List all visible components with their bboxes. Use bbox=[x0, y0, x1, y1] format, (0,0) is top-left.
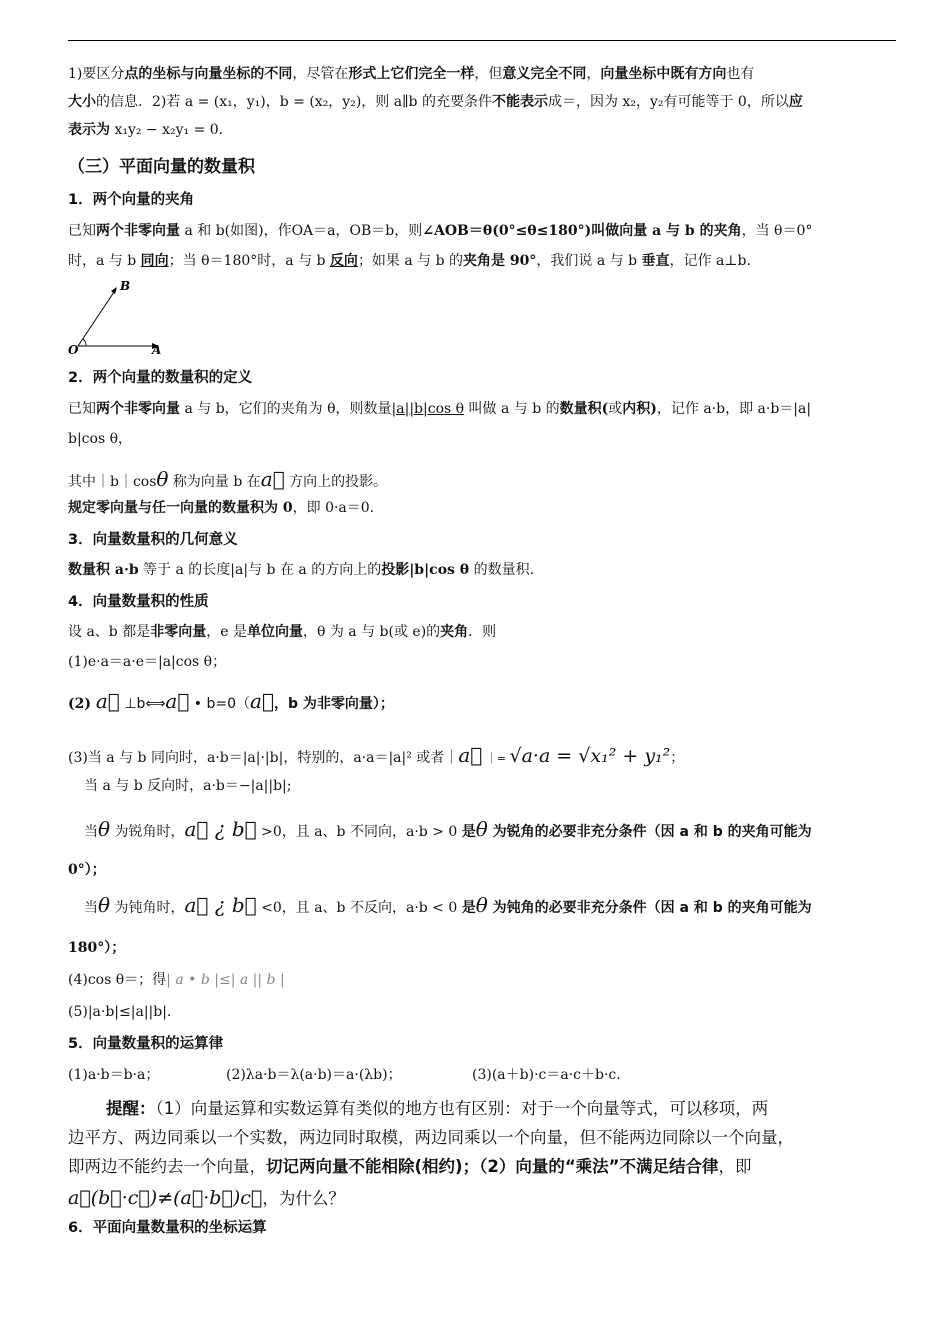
header-rule bbox=[68, 40, 896, 41]
label-a: A bbox=[152, 343, 162, 357]
section-title: （三）平面向量的数量积 bbox=[68, 157, 255, 177]
s2-projection: 其中｜b｜cosθ 称为向量 b 在a⃗ 方向上的投影。 bbox=[68, 467, 388, 491]
s4-acute-angle: 当θ 为锐角时，a⃗ ¿ b⃗ >0，且 a、b 不同向，a·b > 0 是θ 为锐角的必要非充分条件（因 a 和 b 的夹角可能为 bbox=[84, 817, 812, 841]
s2-heading: 2．两个向量的数量积的定义 bbox=[68, 370, 253, 386]
s4-property-4: (4)cos θ＝；得| a • b |≤| a || b | bbox=[68, 972, 285, 988]
s2-zero-rule: 规定零向量与任一向量的数量积为 0，即 0·a＝0. bbox=[68, 500, 375, 516]
s4-property-5: (5)|a·b|≤|a||b|. bbox=[68, 1004, 172, 1020]
s1-line-1: 已知两个非零向量 a 和 b(如图)，作OA＝a，OB＝b，则∠AOB＝θ(0°≤θ≤180°)叫做向量 a 与 b 的夹角，当 θ＝0° bbox=[68, 223, 813, 239]
label-b: B bbox=[120, 280, 131, 293]
tip-label: 提醒： bbox=[106, 1099, 156, 1118]
arrow-b bbox=[111, 287, 117, 294]
note-line-1: 1)要区分点的坐标与向量坐标的不同，尽管在形式上它们完全一样，但意义完全不同，向量坐标中既有方向也有 bbox=[68, 66, 755, 82]
s2-body bbox=[68, 394, 896, 454]
angle-diagram bbox=[66, 280, 176, 360]
coordinate-note bbox=[68, 60, 896, 144]
s6-heading: 6．平面向量数量积的坐标运算 bbox=[68, 1220, 267, 1236]
tip-line-4: a⃗(b⃗·c⃗)≠(a⃗·b⃗)c⃗，为什么？ bbox=[68, 1187, 345, 1209]
law-commutative: (1)a·b＝b·a； bbox=[68, 1067, 160, 1083]
note-line-2: 大小的信息．2)若 a = (x₁，y₁)，b = (x₂，y₂)，则 a∥b 的充要条件不能表示成＝，因为 x₂，y₂有可能等于 0，所以应 bbox=[68, 94, 803, 110]
s4-property-1: (1)e·a＝a·e＝|a|cos θ； bbox=[68, 654, 227, 670]
s1-heading: 1．两个向量的夹角 bbox=[68, 192, 195, 208]
tip-line-1: 提醒：（1）向量运算和实数运算有类似的地方也有区别：对于一个向量等式，可以移项，两 bbox=[106, 1099, 769, 1118]
s3-heading: 3．向量数量积的几何意义 bbox=[68, 532, 238, 548]
s2-line-2: b|cos θ， bbox=[68, 431, 133, 447]
s1-line-2: 时，a 与 b 同向；当 θ＝180°时，a 与 b 反向；如果 a 与 b 的夹角是 90°，我们说 a 与 b 垂直，记作 a⊥b. bbox=[68, 253, 751, 269]
label-o: O bbox=[68, 343, 79, 357]
s5-heading: 5．向量数量积的运算律 bbox=[68, 1036, 224, 1052]
s2-line-1: 已知两个非零向量 a 与 b，它们的夹角为 θ，则数量|a||b|cos θ 叫做 a 与 b 的数量积(或内积)，记作 a·b，即 a·b＝|a| bbox=[68, 401, 812, 417]
note-line-3: 表示为 x₁y₂ − x₂y₁ = 0. bbox=[68, 122, 224, 138]
s3-body: 数量积 a·b 等于 a 的长度|a|与 b 在 a 的方向上的投影|b|cos θ 的数量积. bbox=[68, 562, 535, 578]
s4-property-2: (2) a⃗ ⊥b⟺a⃗ • b=0（a⃗，b 为非零向量）； bbox=[68, 689, 394, 713]
s4-heading: 4．向量数量积的性质 bbox=[68, 594, 209, 610]
s1-body bbox=[68, 216, 896, 276]
law-scalar: (2)λa·b＝λ(a·b)＝a·(λb)； bbox=[226, 1067, 402, 1083]
s4-acute-angle-end: 0°）； bbox=[68, 862, 106, 878]
s4-obtuse-angle-end: 180°）； bbox=[68, 940, 126, 956]
ray-ob bbox=[78, 292, 114, 346]
s4-opposite-direction: 当 a 与 b 反向时，a·b＝−|a||b|; bbox=[84, 778, 292, 794]
s4-property-3: (3)当 a 与 b 同向时，a·b＝|a|·|b|，特别的，a·a＝|a|² 或者｜a⃗ ｜= √a·a = √x₁² + y₁²； bbox=[68, 743, 685, 767]
law-distributive: (3)(a＋b)·c＝a·c＋b·c. bbox=[472, 1067, 621, 1083]
s4-obtuse-angle: 当θ 为钝角时，a⃗ ¿ b⃗ <0，且 a、b 不反向，a·b < 0 是θ 为钝角的必要非充分条件（因 a 和 b 的夹角可能为 bbox=[84, 893, 812, 917]
tip-line-3: 即两边不能约去一个向量，切记两向量不能相除(相约)；（2）向量的“乘法”不满足结合律，即 bbox=[68, 1157, 752, 1176]
s4-intro: 设 a、b 都是非零向量，e 是单位向量，θ 为 a 与 b(或 e)的夹角．则 bbox=[68, 624, 497, 640]
angle-arc bbox=[83, 339, 86, 346]
tip-line-2: 边平方、两边同乘以一个实数，两边同时取模，两边同乘以一个向量，但不能两边同除以一个向量， bbox=[68, 1128, 794, 1147]
tip-block bbox=[68, 1094, 898, 1216]
